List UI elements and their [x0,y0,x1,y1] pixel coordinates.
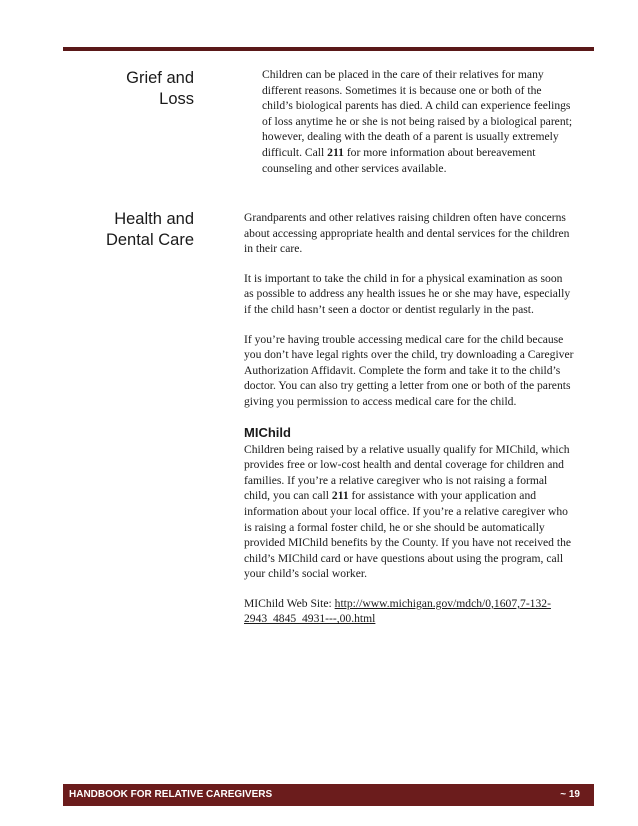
michild-paragraph-text-end: for assistance with your application and information about your local office. If you’re a relative caregiver who is raising a formal foster child, he or she should be automatically provided MIChild benefits by the County. If you have not received the child’s MIChild card or have questions about using the program, call your child’s social worker. [244,489,572,581]
top-rule [63,47,594,51]
michild-website [244,596,574,627]
grief-body [262,67,574,176]
michild-211-number: 211 [331,489,349,503]
page-number: ~ 19 [560,789,580,800]
grief-heading-line1: Grief and [126,69,194,87]
health-paragraph-3: If you’re having trouble accessing medical care for the child because you don’t have legal rights over the child, try downloading a Caregiver Authorization Affidavit. Complete the form and take it to the child’s doctor. You can also try getting a letter from one or both of the parents giving you permission to access medical care for the child. [244,332,574,408]
grief-paragraph-text-end: for more information about bereavement counseling and other services available. [262,145,536,175]
grief-paragraph-text: Children can be placed in the care of their relatives for many different reasons. Sometimes it is because one or both of the child’s biological parents has died. A child can experience feelings of loss anytime he or she is not being raised by a biological parent; however, dealing with the death of a parent is usually extremely difficult. Call [262,68,573,159]
health-paragraph-1: Grandparents and other relatives raising children often have concerns about accessing appropriate health and dental services for the children in their care. [244,211,570,256]
health-body [244,210,574,627]
health-heading-line2: Dental Care [105,231,194,249]
health-heading-line1: Health and [114,210,194,228]
michild-paragraph [244,442,574,582]
footer-title: HANDBOOK FOR RELATIVE CAREGIVERS [69,789,273,800]
footer-bar [63,784,594,806]
health-paragraph-2: It is important to take the child in for a physical examination as soon as possible to address any health issues he or she may have, especially if the child hasn’t seen a doctor or dentist regularly in the past. [244,271,571,316]
michild-website-label: MIChild Web Site: [244,596,335,610]
michild-paragraph-text: Children being raised by a relative usually qualify for MIChild, which provides free or low-cost health and dental coverage for children and families. If you’re a relative caregiver who is not raising a formal child, you can call [244,442,570,503]
grief-211-number: 211 [327,145,344,159]
grief-paragraph [262,67,574,176]
grief-heading-line2: Loss [159,90,194,108]
grief-heading [126,68,194,110]
health-heading [106,209,194,251]
michild-website-link[interactable]: http://www.michigan.gov/mdch/0,1607,7-132-2943_4845_4931---,00.html [244,596,551,626]
michild-subheading: MIChild [244,424,291,440]
